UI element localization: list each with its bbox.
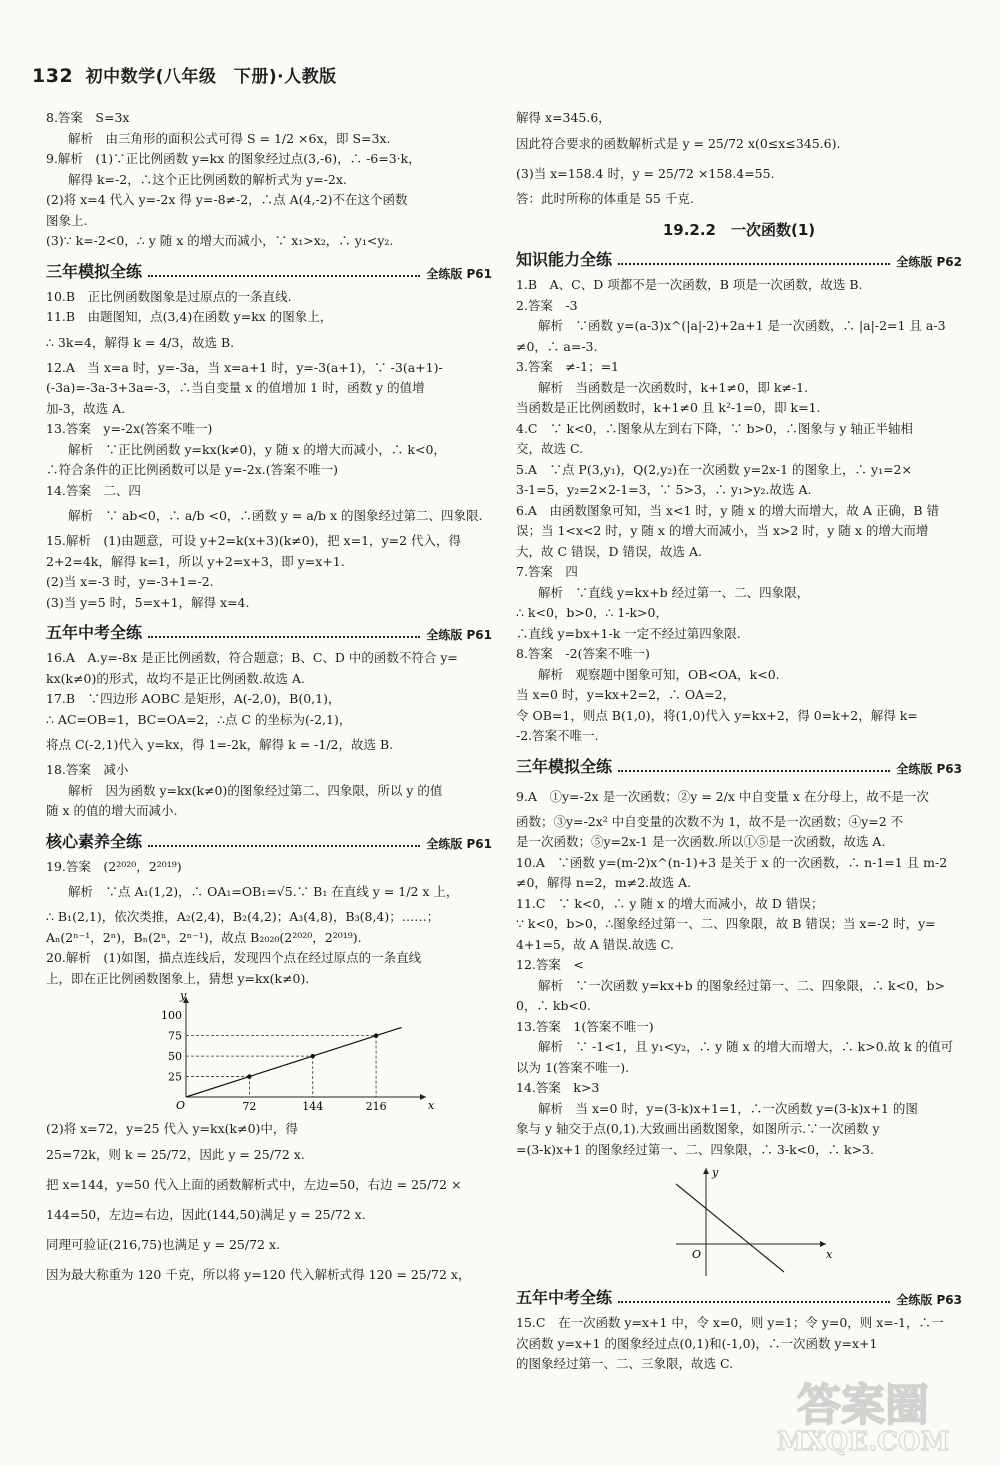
- text-line: ∴ AC=OB=1，BC=OA=2，∴点 C 的坐标为(-2,1)，: [46, 711, 352, 727]
- y-tick-label: 100: [161, 1009, 182, 1023]
- section-ref: 全练版 P61: [426, 628, 492, 642]
- answer-block: [516, 108, 962, 209]
- answer-block: [516, 1313, 962, 1375]
- text-line: 图象上.: [46, 212, 88, 228]
- text-line: 交，故选 C.: [516, 441, 584, 456]
- text-line: ∴符合条件的正比例函数可以是 y=-2x.(答案不唯一): [46, 462, 338, 477]
- dotted-leader: [148, 275, 420, 277]
- section-title: 五年中考全练: [516, 1288, 613, 1307]
- text-line: 是一次函数；⑤y=2x-1 是一次函数.所以①⑤是一次函数，故选 A.: [516, 834, 886, 849]
- x-axis-label: x: [826, 1248, 833, 1261]
- text-line: (3)当 y=5 时，5=x+1，解得 x=4.: [46, 594, 250, 610]
- text-line: 11.B 由题图知，点(3,4)在函数 y=kx 的图象上，: [46, 309, 333, 324]
- x-axis-arrow: [420, 1094, 426, 1100]
- x-tick-label: 216: [365, 1100, 387, 1113]
- section-title: 三年模拟全练: [46, 261, 143, 281]
- text-line: 19.答案 (2²⁰²⁰，2²⁰¹⁹): [46, 858, 182, 874]
- text-line: 令 OB=1，则点 B(1,0)，将(1,0)代入 y=kx+2，得 0=k+2，解得 k=: [516, 707, 918, 723]
- section-header: [516, 247, 962, 270]
- text-line: 解得 k=-2，∴这个正比例函数的解析式为 y=-2x.: [68, 171, 347, 187]
- section-title: 五年中考全练: [46, 623, 143, 642]
- text-line: (2)将 x=72，y=25 代入 y=kx(k≠0)中，得: [46, 1121, 298, 1136]
- text-line: 10.B 正比例函数图象是过原点的一条直线.: [46, 288, 292, 304]
- text-line: 17.B ∵四边形 AOBC 是矩形，A(-2,0)，B(0,1)，: [46, 691, 341, 706]
- text-line: 次函数 y=x+1 的图象经过点(0,1)和(-1,0)，∴一次函数 y=x+1: [516, 1335, 878, 1351]
- text-line: ∴直线 y=bx+1-k 一定不经过第四象限.: [516, 625, 741, 641]
- text-line: 解析 ∵直线 y=kx+b 经过第一、二、四象限，: [538, 584, 810, 600]
- text-line: 15.C 在一次函数 y=x+1 中，令 x=0，则 y=1；令 y=0，则 x=-1，∴一: [516, 1315, 944, 1330]
- series-line: [186, 1027, 402, 1097]
- book-title: 初中数学(八年级 下册)·人教版: [85, 67, 337, 87]
- dotted-leader: [148, 845, 420, 847]
- section-ref: 全练版 P61: [426, 836, 492, 851]
- text-line: (3)∵ k=-2<0，∴ y 随 x 的增大而减小，∵ x₁>x₂，∴ y₁<y₂.: [46, 233, 394, 248]
- text-line: 13.答案 1(答案不唯一): [516, 1018, 654, 1034]
- y-axis-label: y: [180, 989, 187, 1002]
- text-line: 14.答案 k>3: [516, 1080, 600, 1095]
- text-line: 25=72k，则 k = 25/72，因此 y = 25/72 x.: [46, 1146, 305, 1162]
- y-tick-label: 25: [168, 1070, 182, 1084]
- page-number: 132: [32, 65, 74, 87]
- text-line: 9.A ①y=-2x 是一次函数；②y = 2/x 中自变量 x 在分母上，故不是一次: [516, 788, 929, 804]
- text-line: 同理可验证(216,75)也满足 y = 25/72 x.: [46, 1236, 280, 1252]
- text-line: (2)当 x=-3 时，y=-3+1=-2.: [46, 574, 214, 589]
- text-line: 0，∴ kb<0.: [516, 998, 591, 1013]
- y-tick-label: 75: [168, 1029, 182, 1043]
- text-line: 答：此时所称的体重是 55 千克.: [516, 190, 694, 206]
- text-line: -2.答案不唯一.: [516, 728, 599, 743]
- right-column: [516, 108, 962, 1375]
- line-graph-svg: [666, 1164, 846, 1282]
- text-line: 大，故 C 错误，D 错误，故选 A.: [516, 543, 702, 559]
- text-line: 3-1=5，y₂=2×2-1=3，∵ 5>3，∴ y₁>y₂.故选 A.: [516, 482, 812, 497]
- text-line: 函数；③y=-2x² 中自变量的次数不为 1，故不是一次函数；④y=2 不: [516, 813, 904, 829]
- text-line: 8.答案 S=3x: [46, 110, 130, 125]
- answer-block: [46, 857, 492, 990]
- x-tick-label: 144: [302, 1100, 324, 1113]
- lesson-subtitle: 19.2.2 一次函数(1): [662, 221, 816, 239]
- chart-svg: [156, 989, 456, 1119]
- text-line: 的图象经过第一、二、三象限，故选 C.: [516, 1356, 734, 1371]
- text-line: 加-3，故选 A.: [46, 400, 126, 416]
- answer-block: [516, 782, 962, 1161]
- text-line: 14.答案 二、四: [46, 482, 141, 498]
- section-title: 知识能力全练: [516, 250, 613, 269]
- text-line: 13.答案 y=-2x(答案不唯一): [46, 421, 213, 436]
- text-line: ≠0，解得 n=2，m≠2.故选 A.: [516, 875, 692, 890]
- data-point: [311, 1054, 315, 1058]
- text-line: 解析 观察题中图象可知，OB<OA，k<0.: [538, 666, 780, 682]
- text-line: 10.A ∵函数 y=(m-2)x^(n-1)+3 是关于 x 的一次函数，∴ n-1=1 且 m-2: [516, 854, 948, 870]
- text-line: =(3-k)x+1 的图象经过第一、二、四象限，∴ 3-k<0，∴ k>3.: [516, 1141, 875, 1157]
- answer-block: [46, 287, 492, 614]
- text-line: 解析 ∵ -1<1，且 y₁<y₂，∴ y 随 x 的增大而增大，∴ k>0.故 k 的值可: [538, 1039, 954, 1054]
- dotted-leader: [148, 636, 420, 638]
- text-line: 7.答案 四: [516, 564, 578, 579]
- text-line: 解得 x=345.6，: [516, 110, 611, 125]
- text-line: 象与 y 轴交于点(0,1).大致画出函数图象，如图所示.∵一次函数 y: [516, 1121, 880, 1136]
- text-line: 解析 由三角形的面积公式可得 S = 1/2 ×6x，即 S=3x.: [68, 130, 391, 146]
- text-line: 4+1=5，故 A 错误.故选 C.: [516, 936, 674, 952]
- section-ref: 全练版 P62: [896, 255, 962, 269]
- answer-block: [46, 108, 492, 252]
- text-line: 因此符合要求的函数解析式是 y = 25/72 x(0≤x≤345.6).: [516, 135, 841, 151]
- section-ref: 全练版 P61: [426, 266, 492, 281]
- text-line: 4.C ∵ k<0，∴图象从左到右下降，∵ b>0，∴图象与 y 轴正半轴相: [516, 420, 913, 436]
- text-line: 上，即在正比例函数图象上，猜想 y=kx(k≠0).: [46, 970, 310, 986]
- text-line: 5.A ∵点 P(3,y₁)，Q(2,y₂)在一次函数 y=2x-1 的图象上，∴ y₁=2×: [516, 461, 912, 477]
- text-line: 将点 C(-2,1)代入 y=kx，得 1=-2k，解得 k = -1/2，故选 B.: [46, 737, 394, 752]
- section-title: 核心素养全练: [46, 831, 143, 851]
- text-line: 解析 ∵正比例函数 y=kx(k≠0)，y 随 x 的增大而减小，∴ k<0，: [68, 441, 446, 457]
- text-line: 6.A 由函数图象可知，当 x<1 时，y 随 x 的增大而增大，故 A 正确，B 错: [516, 502, 940, 518]
- text-line: ∵ k<0，b>0，∴图象经过第一、二、四象限，故 B 错误；当 x=-2 时，y=: [516, 916, 936, 931]
- text-line: 以为 1(答案不唯一).: [516, 1059, 630, 1075]
- section-header: [46, 829, 492, 852]
- text-line: 12.答案 <: [516, 957, 584, 972]
- answer-block: [46, 648, 492, 822]
- x-axis-arrow: [820, 1241, 826, 1247]
- text-line: 当函数是正比例函数时，k+1≠0 且 k²-1=0，即 k=1.: [516, 400, 821, 415]
- y-axis-label: y: [712, 1166, 719, 1179]
- text-line: 解析 ∵点 A₁(1,2)，∴ OA₁=OB₁=√5.∵ B₁ 在直线 y = 1/2 x 上，: [68, 884, 459, 899]
- y-axis-arrow: [703, 1168, 709, 1174]
- text-line: 12.A 当 x=a 时，y=-3a，当 x=a+1 时，y=-3(a+1)，∵ -3(a+1)-: [46, 359, 443, 375]
- text-line: 因为最大称重为 120 千克，所以将 y=120 代入解析式得 120 = 25/72 x，: [46, 1266, 471, 1282]
- text-line: 当 x=0 时，y=kx+2=2，∴ OA=2，: [516, 687, 736, 702]
- text-line: 解析 因为函数 y=kx(k≠0)的图象经过第二、四象限，所以 y 的值: [68, 782, 443, 798]
- data-point: [247, 1074, 251, 1078]
- section-title: 三年模拟全练: [516, 756, 613, 776]
- text-line: 随 x 的值的增大而减小.: [46, 803, 178, 818]
- text-line: 2+2=4k，解得 k=1，所以 y+2=x+3，即 y=x+1.: [46, 553, 345, 569]
- text-line: 15.解析 (1)由题意，可设 y+2=k(x+3)(k≠0)，把 x=1，y=2 代入，得: [46, 533, 461, 548]
- text-line: ∴ 3k=4，解得 k = 4/3，故选 B.: [46, 334, 235, 350]
- watermark-logo: [738, 1368, 988, 1458]
- decreasing-line-graph: [516, 1160, 962, 1278]
- text-line: 16.A A.y=-8x 是正比例函数，符合题意；B、C、D 中的函数不符合 y=: [46, 650, 458, 665]
- data-point: [374, 1033, 378, 1037]
- text-line: 11.C ∵ k<0，∴ y 随 x 的增大而减小，故 D 错误；: [516, 895, 824, 911]
- answer-block: [46, 1119, 492, 1290]
- text-line: 18.答案 减小: [46, 762, 129, 777]
- text-line: 把 x=144，y=50 代入上面的函数解析式中，左边=50，右边 = 25/72 ×: [46, 1176, 462, 1192]
- text-line: ∴ B₁(2,1)，依次类推，A₂(2,4)，B₂(4,2)；A₃(4,8)，B₃(8,4)；……；: [46, 909, 440, 924]
- x-axis-label: x: [428, 1099, 435, 1112]
- watermark-url: MXQE.COM: [776, 1427, 950, 1457]
- text-line: 20.解析 (1)如图，描点连线后，发现四个点在经过原点的一条直线: [46, 950, 422, 965]
- section-header: [46, 259, 492, 282]
- text-line: (3)当 x=158.4 时，y = 25/72 ×158.4=55.: [516, 165, 775, 181]
- text-line: 9.解析 (1)∵正比例函数 y=kx 的图象经过点(3,-6)，∴ -6=3·k，: [46, 151, 421, 166]
- dotted-leader: [618, 770, 890, 772]
- text-line: ∴ k<0，b>0，∴ 1-k>0，: [516, 605, 668, 620]
- text-line: 解析 ∵ ab<0，∴ a/b <0，∴函数 y = a/b x 的图象经过第二、四象限.: [68, 508, 483, 523]
- page-header: [32, 62, 337, 87]
- text-line: 解析 当函数是一次函数时，k+1≠0，即 k≠-1.: [538, 379, 809, 395]
- x-tick-label: 72: [242, 1100, 257, 1113]
- dotted-leader: [618, 263, 890, 265]
- origin-label: O: [692, 1248, 702, 1261]
- text-line: 解析 ∵一次函数 y=kx+b 的图象经过第一、二、四象限，∴ k<0，b>: [538, 977, 946, 993]
- section-header: [46, 620, 492, 643]
- text-line: 误；当 1<x<2 时，y 随 x 的增大而减小，当 x>2 时，y 随 x 的增大而增: [516, 523, 929, 538]
- left-column: [46, 108, 492, 1290]
- origin-label: O: [176, 1099, 186, 1112]
- section-header: [516, 1285, 962, 1308]
- text-line: 2.答案 -3: [516, 297, 578, 313]
- answer-block: [516, 275, 962, 747]
- section-ref: 全练版 P63: [896, 1293, 962, 1307]
- text-line: 1.B A、C、D 项都不是一次函数，B 项是一次函数，故选 B.: [516, 277, 863, 292]
- section-header: [516, 754, 962, 777]
- text-line: 144=50，左边=右边，因此(144,50)满足 y = 25/72 x.: [46, 1206, 366, 1222]
- section-ref: 全练版 P63: [896, 761, 962, 776]
- dotted-leader: [618, 1301, 890, 1303]
- proportional-function-chart: [46, 989, 492, 1119]
- text-line: 解析 当 x=0 时，y=(3-k)x+1=1，∴一次函数 y=(3-k)x+1 的图: [538, 1100, 918, 1116]
- text-line: ≠0，∴ a=-3.: [516, 338, 598, 354]
- text-line: Aₙ(2ⁿ⁻¹，2ⁿ)，Bₙ(2ⁿ，2ⁿ⁻¹)，故点 B₂₀₂₀(2²⁰²⁰，2²⁰¹⁹).: [46, 929, 362, 945]
- text-line: (-3a)=-3a-3+3a=-3，∴当自变量 x 的值增加 1 时，函数 y 的值增: [46, 380, 425, 395]
- y-tick-label: 50: [168, 1050, 182, 1064]
- text-line: 8.答案 -2(答案不唯一): [516, 646, 650, 661]
- text-line: 解析 ∵函数 y=(a-3)x^(|a|-2)+2a+1 是一次函数，∴ |a|-2=1 且 a-3: [538, 318, 946, 333]
- text-line: kx(k≠0)的形式，故均不是正比例函数.故选 A.: [46, 670, 305, 686]
- text-line: 3.答案 ≠-1；=1: [516, 359, 620, 374]
- text-line: (2)将 x=4 代入 y=-2x 得 y=-8≠-2，∴点 A(4,-2)不在这个函数: [46, 192, 408, 207]
- watermark-text: 答案圈: [797, 1380, 929, 1431]
